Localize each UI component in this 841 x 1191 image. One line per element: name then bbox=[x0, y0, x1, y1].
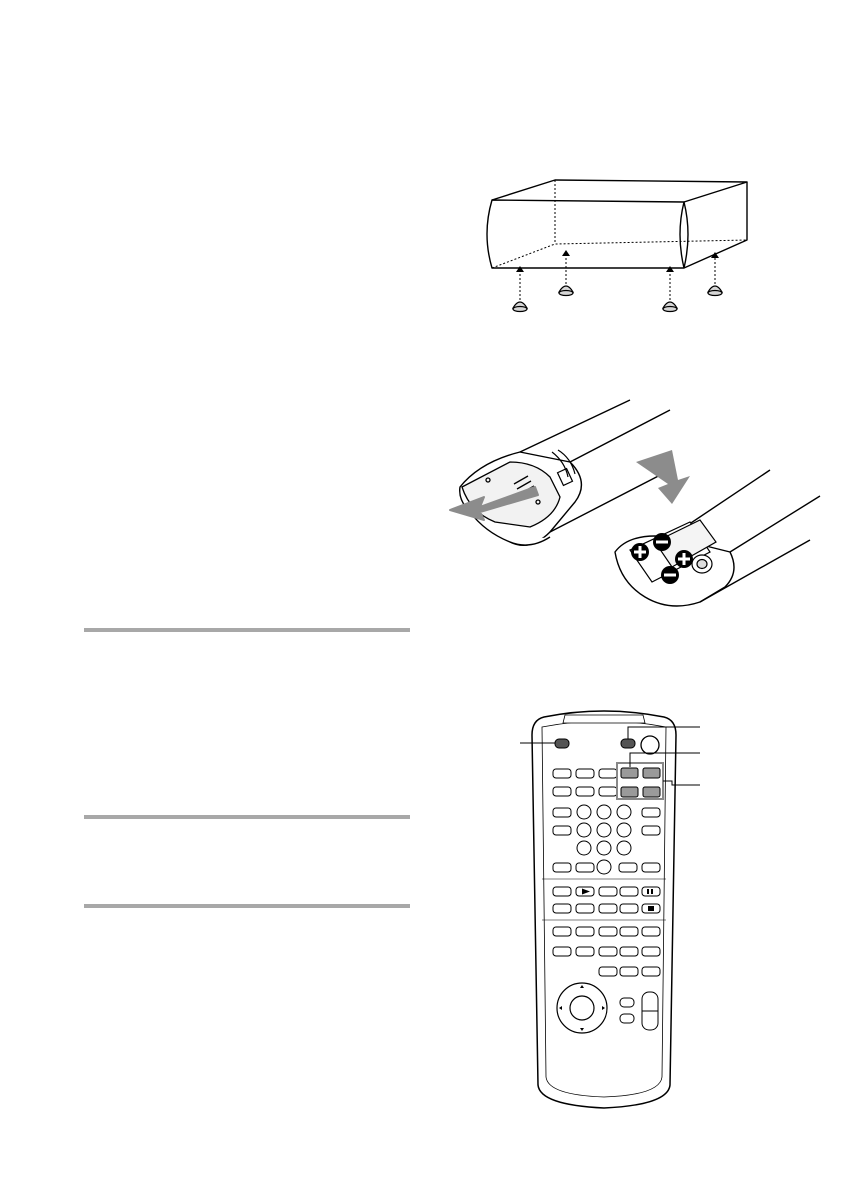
battery-install-figure bbox=[440, 392, 840, 617]
remote-battery-compartment-illustration bbox=[440, 392, 840, 617]
speaker-feet-figure bbox=[470, 170, 760, 320]
section-rule-3 bbox=[84, 904, 410, 908]
section-rule-2 bbox=[84, 815, 410, 819]
speaker-cabinet-with-feet-illustration bbox=[470, 170, 760, 320]
section-rule-1 bbox=[84, 628, 410, 632]
remote-control-figure bbox=[520, 705, 700, 1115]
remote-control-illustration bbox=[520, 705, 700, 1115]
